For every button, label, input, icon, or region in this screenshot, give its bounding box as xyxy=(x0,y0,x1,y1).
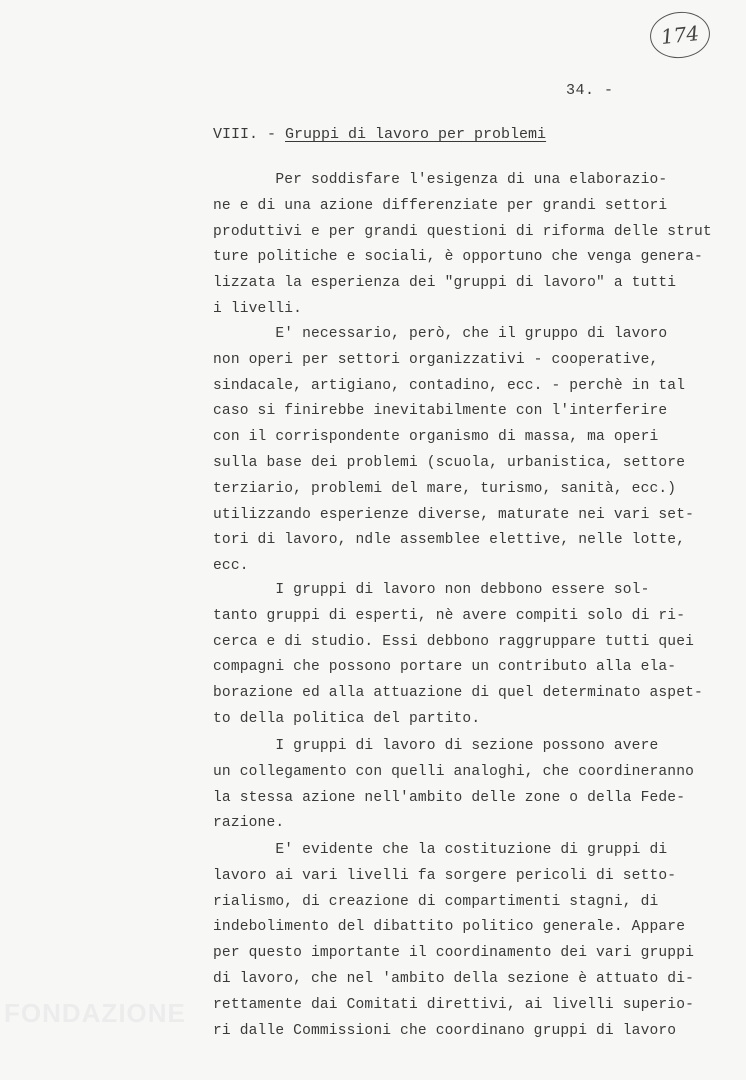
paragraph xyxy=(213,322,693,580)
paragraph xyxy=(213,168,712,323)
text-line: razione. xyxy=(213,815,285,832)
text-line: borazione ed alla attuazione di quel determinato aspet- xyxy=(213,685,703,702)
paragraph xyxy=(213,734,693,837)
text-line: con il corrispondente organismo di massa, ma operi xyxy=(213,429,659,446)
paragraph xyxy=(213,578,703,733)
text-line: ne e di una azione differenziate per grandi settori xyxy=(213,197,668,214)
text-line: produttivi e per grandi questioni di riforma delle strut xyxy=(213,223,712,240)
text-line: E' necessario, però, che il gruppo di lavoro xyxy=(213,326,668,342)
text-line: tanto gruppi di esperti, nè avere compiti solo di ri- xyxy=(213,607,686,624)
text-line: rettamente dai Comitati direttivi, ai livelli superio- xyxy=(213,996,695,1013)
archive-stamp xyxy=(648,9,712,61)
text-line: sulla base dei problemi (scuola, urbanistica, settore xyxy=(213,454,686,471)
page-number: 34. - xyxy=(566,82,614,99)
text-line: compagni che possono portare un contributo alla ela- xyxy=(213,659,677,676)
text-line: la stessa azione nell'ambito delle zone o della Fede- xyxy=(213,789,686,806)
stamp-number: 174 xyxy=(659,21,701,49)
text-line: indebolimento del dibattito politico generale. Appare xyxy=(213,919,686,936)
text-line: to della politica del partito. xyxy=(213,710,481,727)
text-line: tori di lavoro, ndle assemblee elettive, nelle lotte, xyxy=(213,532,686,549)
section-heading xyxy=(213,126,546,143)
watermark: FONDAZIONE xyxy=(4,998,186,1028)
text-line: utilizzando esperienze diverse, maturate nei vari set- xyxy=(213,506,695,523)
text-line: lavoro ai vari livelli fa sorgere pericoli di setto- xyxy=(213,867,677,884)
text-line: terziario, problemi del mare, turismo, sanità, ecc.) xyxy=(213,480,677,497)
text-line: sindacale, artigiano, contadino, ecc. - perchè in tal xyxy=(213,377,686,394)
text-line: caso si finirebbe inevitabilmente con l'interferire xyxy=(213,403,668,420)
text-line: cerca e di studio. Essi debbono raggruppare tutti quei xyxy=(213,633,695,650)
text-line: i livelli. xyxy=(213,300,303,317)
text-line: per questo importante il coordinamento dei vari gruppi xyxy=(213,945,695,962)
section-numeral: VIII. - xyxy=(213,126,286,143)
text-line: I gruppi di lavoro di sezione possono avere xyxy=(213,738,659,754)
text-line: ecc. xyxy=(213,558,249,575)
text-line: un collegamento con quelli analoghi, che coordineranno xyxy=(213,763,695,780)
text-line: non operi per settori organizzativi - cooperative, xyxy=(213,351,659,368)
text-line: I gruppi di lavoro non debbono essere sol- xyxy=(213,582,650,598)
text-line: E' evidente che la costituzione di gruppi di xyxy=(213,842,668,858)
text-line: di lavoro, che nel 'ambito della sezione è attuato di- xyxy=(213,970,695,987)
paragraph xyxy=(213,838,693,1044)
text-line: ri dalle Commissioni che coordinano gruppi di lavoro xyxy=(213,1022,677,1039)
text-line: lizzata la esperienza dei "gruppi di lavoro" a tutti xyxy=(213,275,677,292)
section-title: Gruppi di lavoro per problemi xyxy=(285,126,547,143)
text-line: Per soddisfare l'esigenza di una elaborazio- xyxy=(213,172,668,188)
text-line: ture politiche e sociali, è opportuno che venga genera- xyxy=(213,249,703,266)
text-line: rialismo, di creazione di compartimenti stagni, di xyxy=(213,893,659,910)
